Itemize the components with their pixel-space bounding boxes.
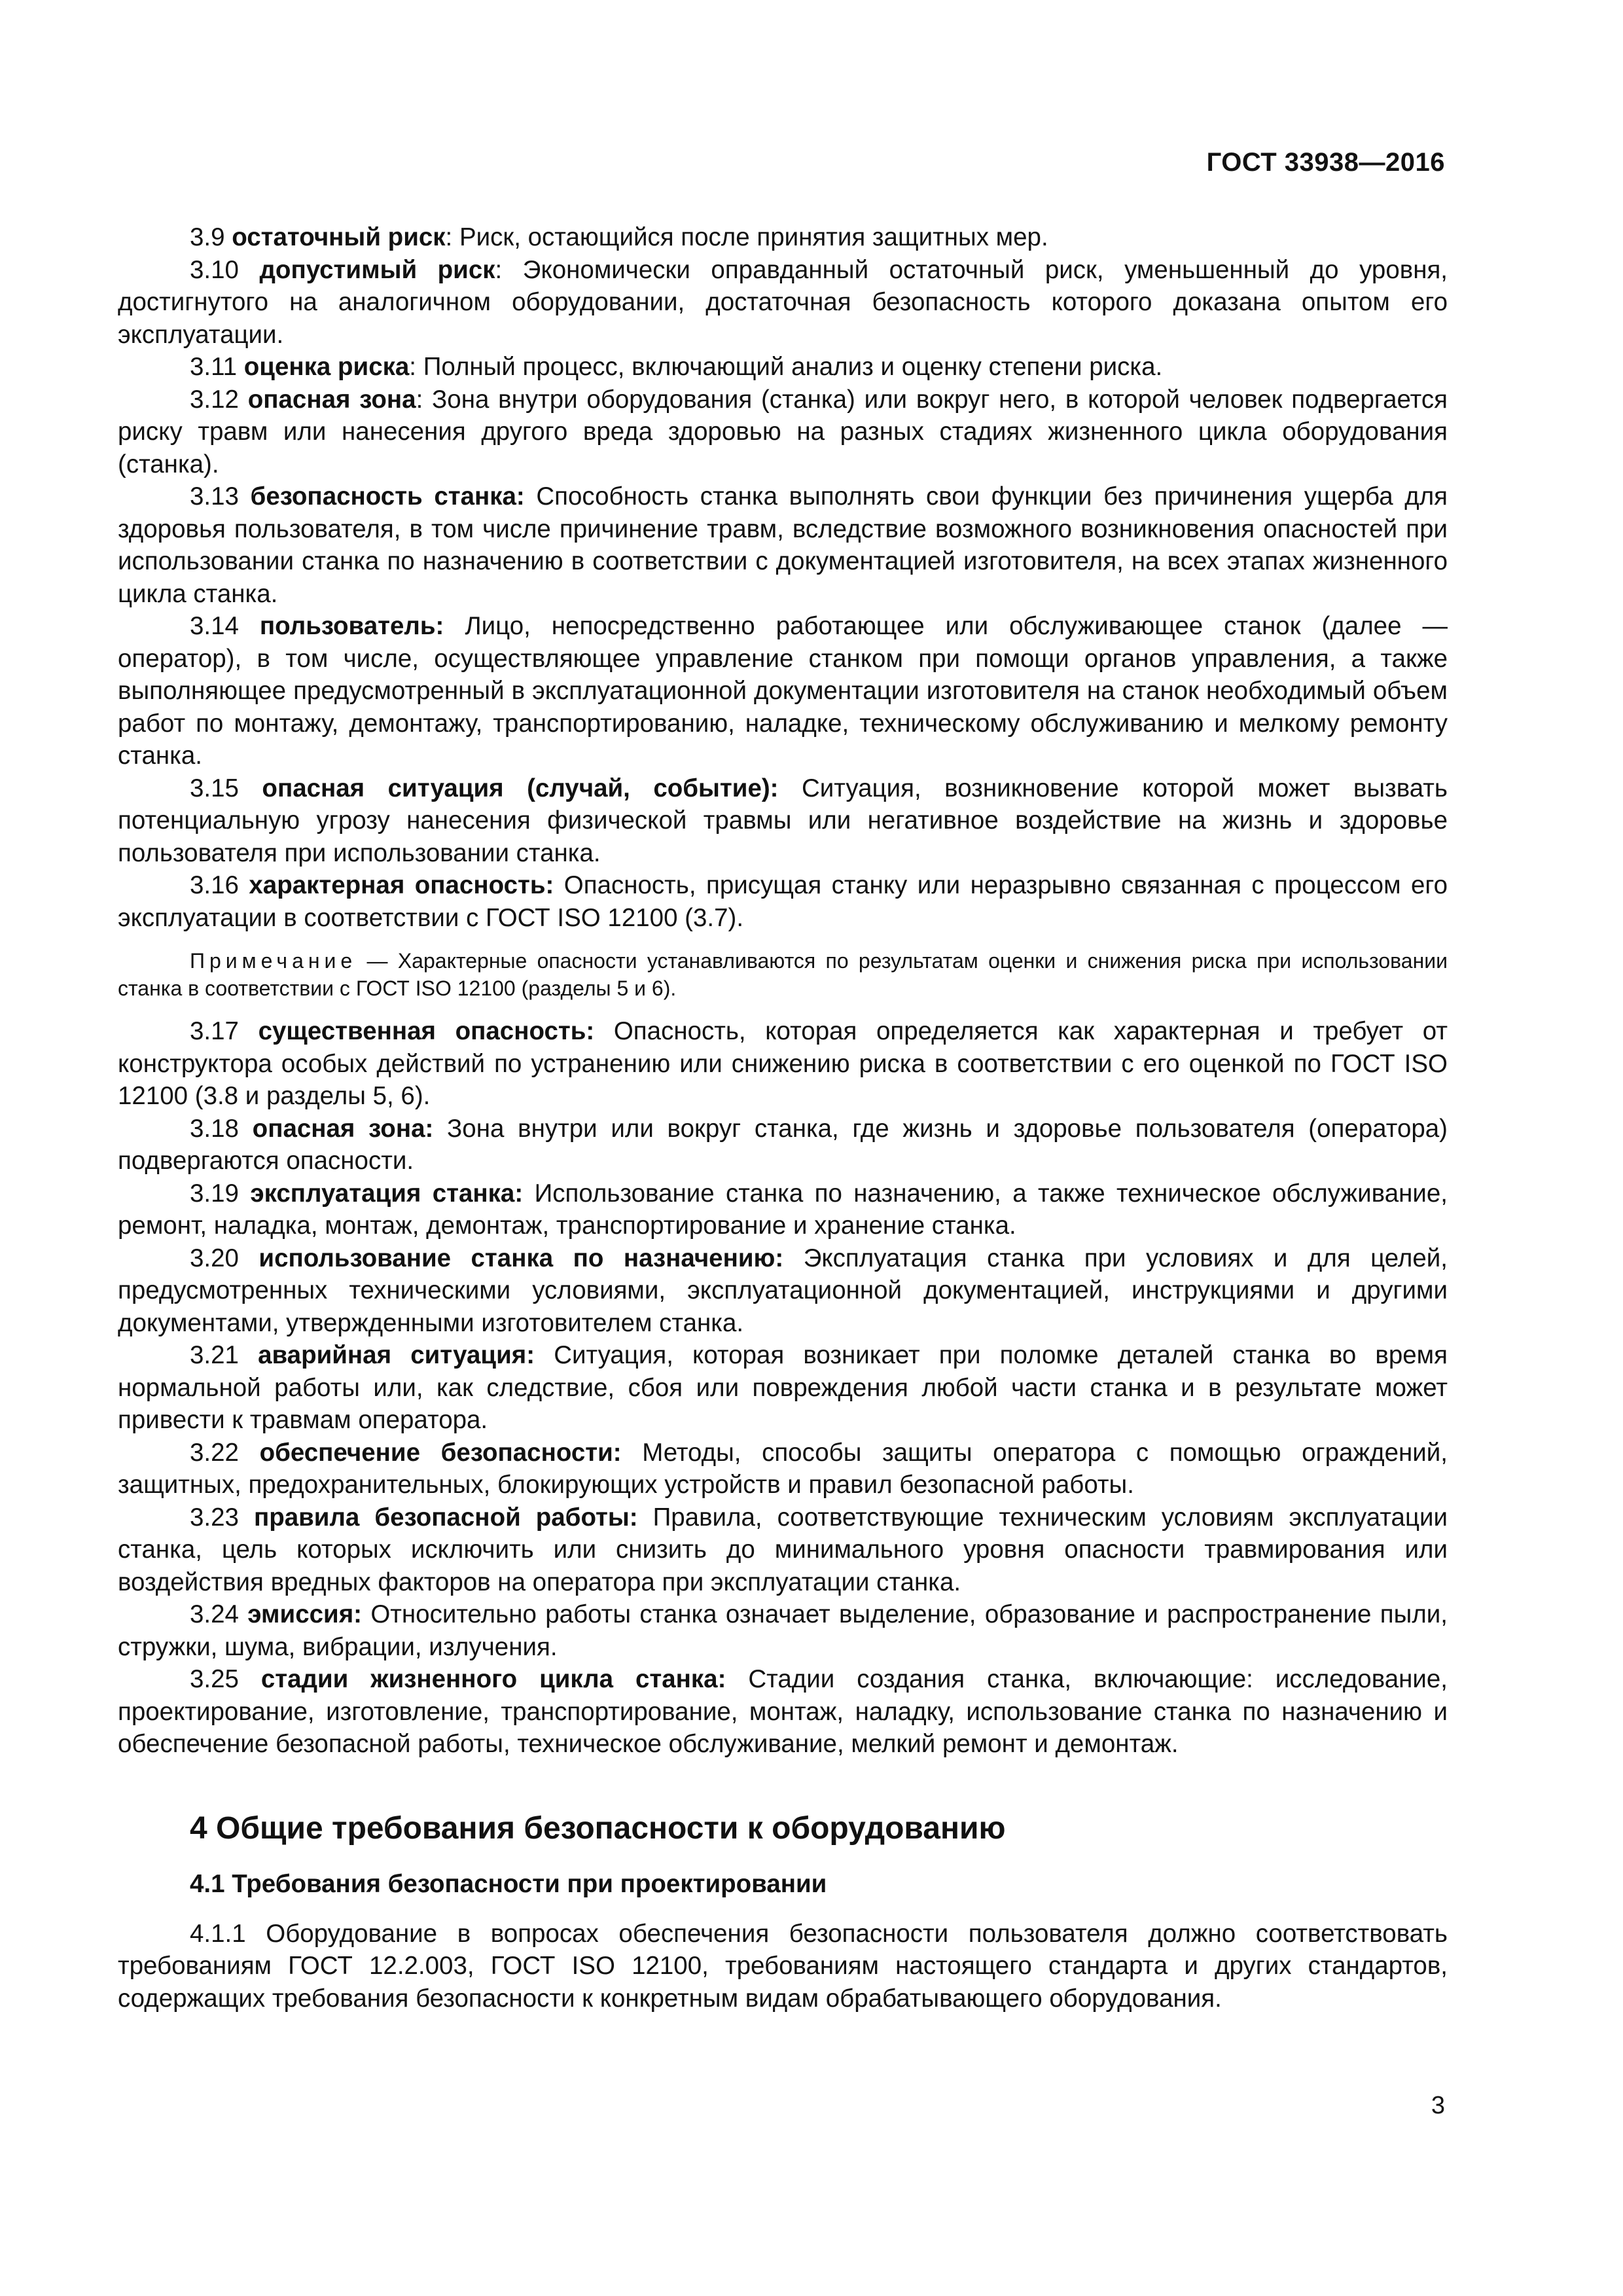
definition-term: опасная зона: [252, 1114, 434, 1143]
page-number: 3 [1431, 2092, 1445, 2119]
definition-separator [444, 612, 465, 640]
definition-text: Способность станка выполнять свои функции без причинения ущерба для здоровья пользователя, в том числе причинение травм, вследствие возможного возникновения опасностей при использовании станка по назначению в соответствии с документацией изготовителя, на всех этапах жизненного цикла станка. [118, 482, 1448, 608]
definition-text: Стадии создания станка, включающие: исследование, проектирование, изготовление, транспортирование, монтаж, наладку, использование станка по назначению и обеспечение безопасной работы, техническое обслуживание, мелкий ремонт и демонтаж. [118, 1665, 1448, 1758]
definition-item [118, 1242, 1448, 1340]
definition-separator: : [409, 353, 423, 381]
definition-text: Ситуация, возникновение которой может вызвать потенциальную угрозу нанесения физической травмы или негативное воздействие на жизнь и здоровье пользователя при использовании станка. [118, 774, 1448, 867]
definition-separator: : [416, 385, 433, 414]
definition-text: Опасность, присущая станку или неразрывно связанная с процессом его эксплуатации в соответствии с ГОСТ ISO 12100 (3.7). [118, 871, 1448, 932]
definition-term: эксплуатация станка: [250, 1179, 524, 1208]
note-paragraph [118, 947, 1448, 1002]
section-title: 4 Общие требования безопасности к оборудованию [190, 1810, 1006, 1846]
definition-number: 3.17 [190, 1017, 239, 1045]
definition-text: Риск, остающийся после принятия защитных мер. [459, 223, 1048, 251]
note-text: — Характерные опасности устанавливаются по результатам оценки и снижения риска при использовании станка в соответствии с ГОСТ ISO 12100 (разделы 5 и 6). [118, 949, 1448, 1000]
definition-separator: : [495, 255, 523, 284]
definition-term: остаточный риск [232, 223, 446, 251]
definition-item [118, 351, 1448, 384]
definition-separator: : [445, 223, 459, 251]
section-paragraph: 4.1.1 Оборудование в вопросах обеспечения безопасности пользователя должно соответствовать требованиям ГОСТ 12.2.003, ГОСТ ISO 12100, требованиям настоящего стандарта и других стандартов, содержащих требования безопасности к конкретным видам обрабатывающего оборудования. [118, 1919, 1448, 2013]
definition-term: существенная опасность: [258, 1017, 595, 1045]
definitions-list-2 [118, 1015, 1448, 1761]
document-body [118, 221, 1448, 2015]
definition-item [118, 1015, 1448, 1113]
definition-separator [783, 1244, 803, 1272]
definition-number: 3.12 [190, 385, 239, 414]
definition-term: опасная ситуация (случай, событие): [262, 774, 779, 802]
definition-term: стадии жизненного цикла станка: [260, 1665, 726, 1693]
definition-item [118, 1663, 1448, 1761]
definition-text: Использование станка по назначению, а также техническое обслуживание, ремонт, наладка, монтаж, демонтаж, транспортирование и хранение станка. [118, 1179, 1448, 1240]
definition-text: Зона внутри оборудования (станка) или вокруг него, в которой человек подвергается риску травм или нанесения другого вреда здоровью на разных стадиях жизненного цикла оборудования (станка). [118, 385, 1448, 478]
definition-term: правила безопасной работы: [253, 1503, 638, 1532]
definition-text: Экономически оправданный остаточный риск, уменьшенный до уровня, достигнутого на аналогичном оборудовании, достаточная безопасность которого доказана опытом его эксплуатации. [118, 255, 1448, 349]
definition-text: Опасность, которая определяется как характерная и требует от конструктора особых действий по устранению или снижению риска в соответствии с его оценкой по ГОСТ ISO 12100 (3.8 и разделы 5, 6). [118, 1017, 1448, 1110]
definition-item [118, 480, 1448, 610]
definition-term: использование станка по назначению: [259, 1244, 784, 1272]
definition-text: Эксплуатация станка при условиях и для целей, предусмотренных техническими условиями, эксплуатационной документацией, инструкциями и другими документами, утвержденными изготовителем станка. [118, 1244, 1448, 1337]
definition-item [118, 1339, 1448, 1437]
definition-term: допустимый риск [259, 255, 495, 284]
definition-separator [554, 871, 563, 899]
definition-separator [726, 1665, 748, 1693]
definition-number: 3.22 [190, 1438, 239, 1467]
definition-text: Относительно работы станка означает выделение, образование и распространение пыли, стружки, шума, вибрации, излучения. [118, 1600, 1448, 1661]
definition-term: опасная зона [247, 385, 416, 414]
definition-text: Зона внутри или вокруг станка, где жизнь и здоровье пользователя (оператора) подвергаются опасности. [118, 1114, 1448, 1175]
definition-number: 3.25 [190, 1665, 239, 1693]
definition-number: 3.19 [190, 1179, 239, 1208]
definition-item [118, 610, 1448, 772]
definition-item [118, 254, 1448, 351]
definition-item [118, 1501, 1448, 1599]
definition-term: пользователь: [259, 612, 444, 640]
definition-separator [525, 482, 537, 511]
definition-number: 3.11 [190, 353, 238, 381]
definition-text: Ситуация, которая возникает при поломке деталей станка во время нормальной работы или, как следствие, сбоя или повреждения любой части станка и в результате может привести к травмам оператора. [118, 1341, 1448, 1434]
definition-number: 3.18 [190, 1114, 239, 1143]
definitions-list-1 [118, 221, 1448, 934]
definition-separator [779, 774, 802, 802]
document-header: ГОСТ 33938—2016 [1206, 148, 1445, 177]
note-label: Примечание [190, 949, 357, 973]
definition-text: Методы, способы защиты оператора с помощью ограждений, защитных, предохранительных, блокирующих устройств и правил безопасной работы. [118, 1438, 1448, 1499]
definition-item [118, 1177, 1448, 1242]
definition-number: 3.24 [190, 1600, 239, 1628]
definition-separator [362, 1600, 370, 1628]
definition-item [118, 772, 1448, 870]
definition-separator [523, 1179, 534, 1208]
definition-number: 3.21 [190, 1341, 239, 1369]
definition-term: обеспечение безопасности: [259, 1438, 622, 1467]
definition-number: 3.13 [190, 482, 239, 511]
definition-separator [594, 1017, 614, 1045]
definition-term: безопасность станка: [250, 482, 525, 511]
definition-term: аварийная ситуация: [258, 1341, 535, 1369]
definition-number: 3.16 [190, 871, 239, 899]
definition-separator [535, 1341, 554, 1369]
definition-term: характерная опасность: [249, 871, 554, 899]
definition-text: Полный процесс, включающий анализ и оценку степени риска. [423, 353, 1163, 381]
definition-item [118, 221, 1448, 254]
definition-term: оценка риска [243, 353, 410, 381]
definition-separator [622, 1439, 643, 1467]
definition-number: 3.15 [190, 774, 239, 802]
definition-number: 3.20 [190, 1244, 239, 1272]
definition-item [118, 1437, 1448, 1501]
definition-number: 3.10 [190, 255, 239, 284]
definition-term: эмиссия: [247, 1600, 362, 1628]
subsection-title: 4.1 Требования безопасности при проектировании [190, 1869, 827, 1898]
definition-item [118, 384, 1448, 481]
definition-item [118, 1113, 1448, 1177]
definition-text: Лицо, непосредственно работающее или обслуживающее станок (далее — оператор), в том числе, осуществляющее управление станком при помощи органов управления, а также выполняющее предусмотренный в эксплуатационной документации изготовителя на станок необходимый объем работ по монтажу, демонтажу, транспортированию, наладке, техническому обслуживанию и мелкому ремонту станка. [118, 612, 1448, 770]
definition-number: 3.14 [190, 612, 239, 640]
definition-number: 3.9 [190, 223, 225, 251]
definition-separator [638, 1503, 653, 1532]
definition-item [118, 869, 1448, 934]
definition-text: Правила, соответствующие техническим условиям эксплуатации станка, цель которых исключить или снизить до минимального уровня опасности травмирования или воздействия вредных факторов на оператора при эксплуатации станка. [118, 1503, 1448, 1596]
definition-separator [433, 1115, 447, 1143]
definition-number: 3.23 [190, 1503, 239, 1532]
definition-item [118, 1598, 1448, 1663]
